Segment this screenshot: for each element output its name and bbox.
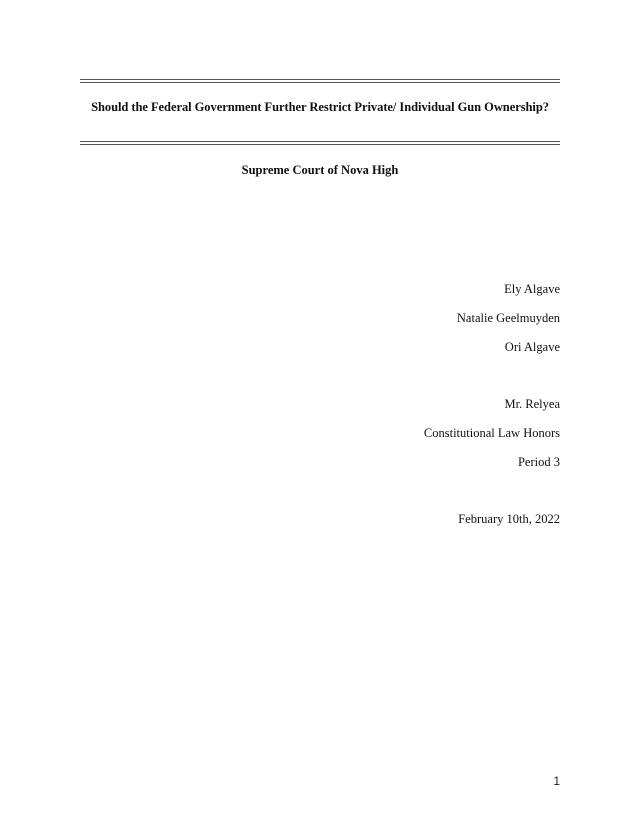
bottom-double-rule <box>80 141 560 145</box>
author-name: Ely Algave <box>504 282 560 296</box>
class-period: Period 3 <box>517 455 560 469</box>
document-title: Should the Federal Government Further Restrict Private/ Individual Gun Ownership? <box>91 100 549 114</box>
document-subtitle: Supreme Court of Nova High <box>241 163 399 177</box>
course-name: Constitutional Law Honors <box>423 426 560 440</box>
teacher-name: Mr. Relyea <box>504 397 560 411</box>
page-number: 1 <box>553 774 560 788</box>
author-name: Natalie Geelmuyden <box>456 311 560 325</box>
top-double-rule <box>80 79 560 83</box>
author-name: Ori Algave <box>504 340 560 354</box>
document-date: February 10th, 2022 <box>458 512 560 526</box>
